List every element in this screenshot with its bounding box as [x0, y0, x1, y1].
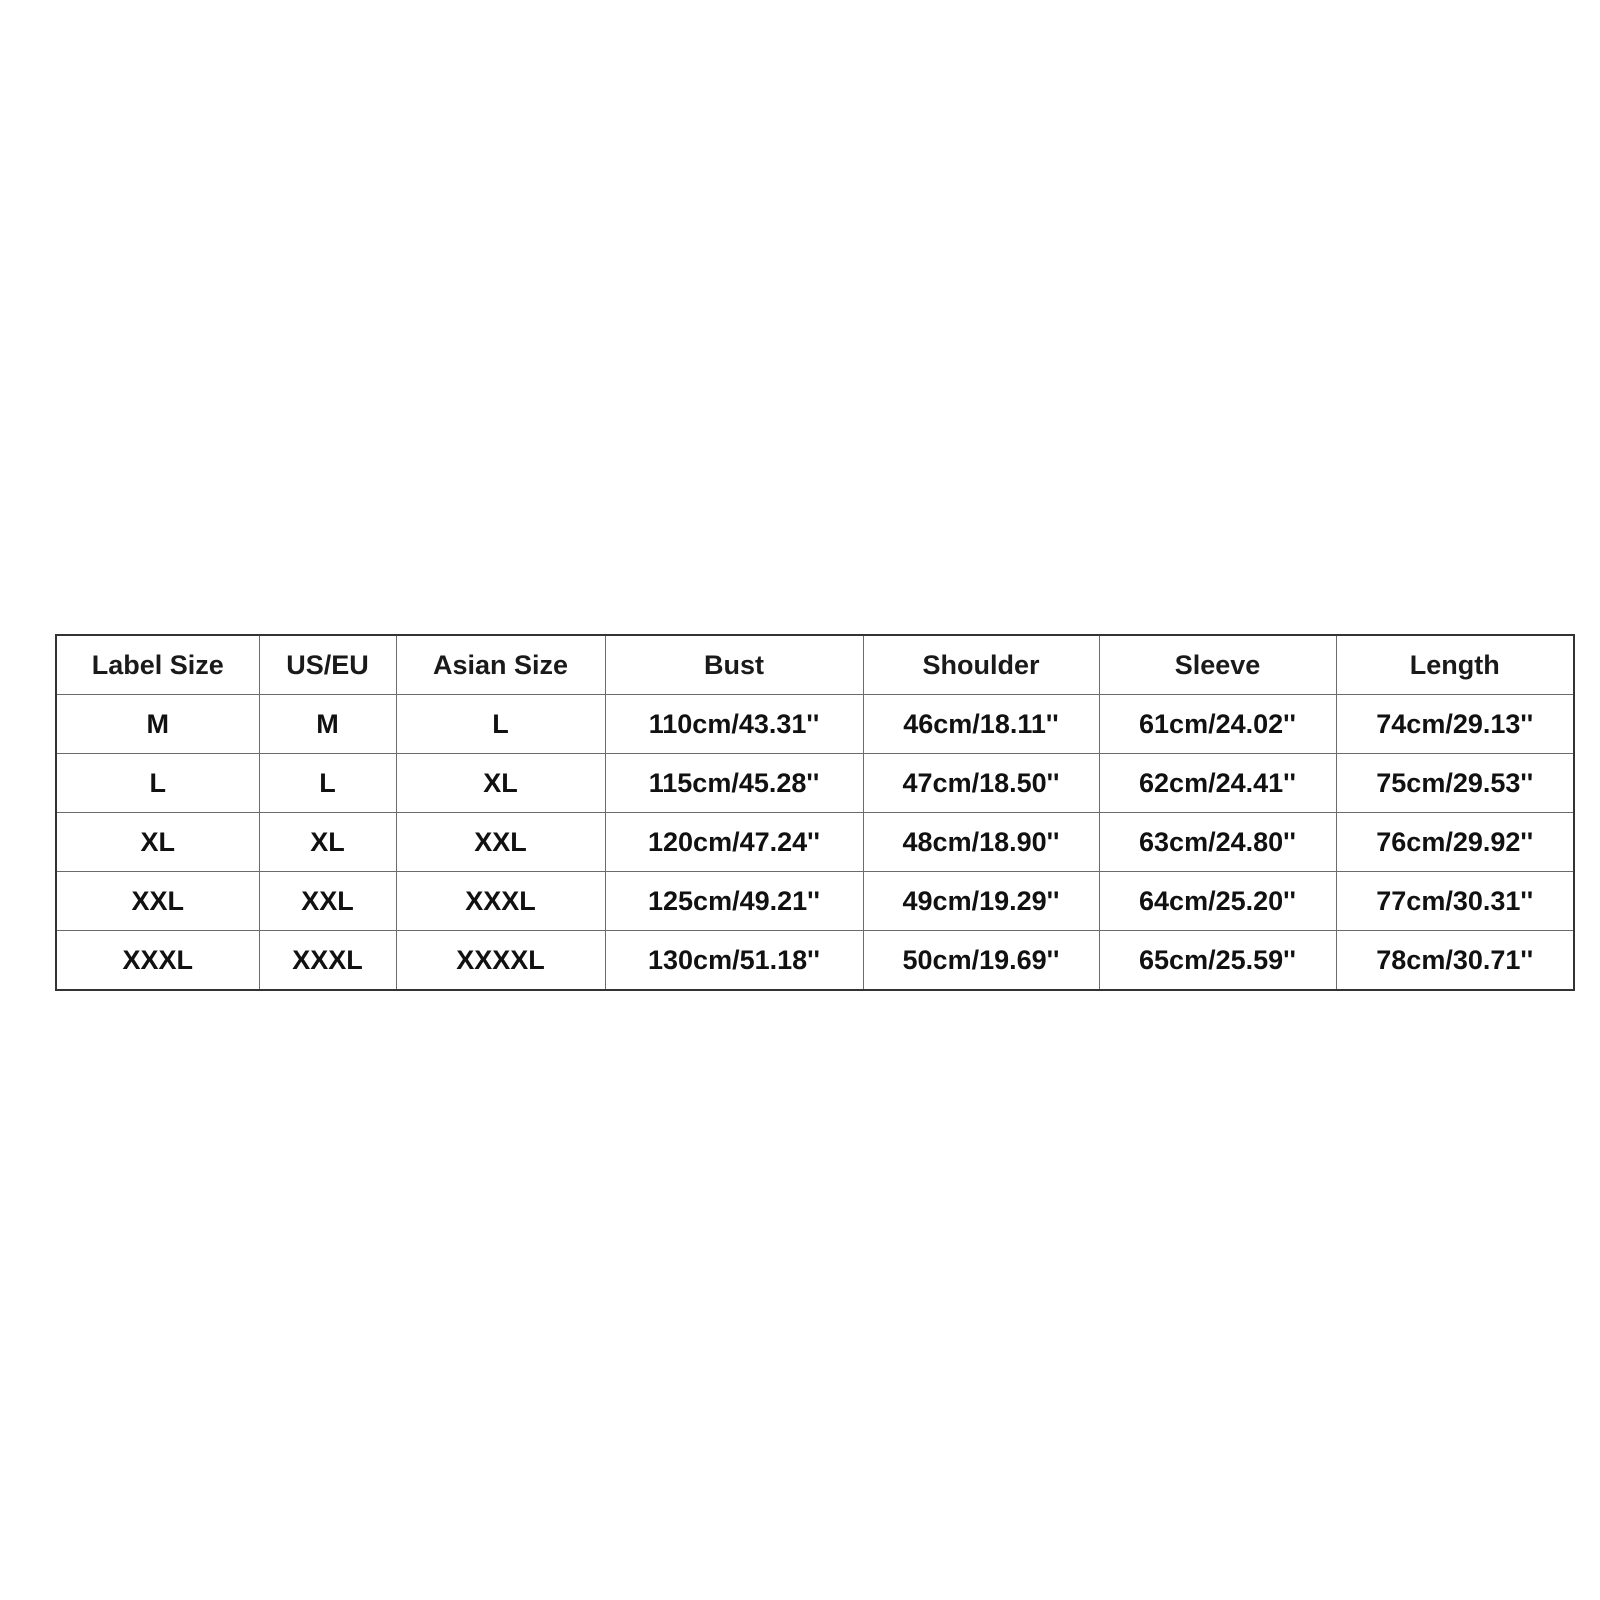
- cell-label-size: XXXL: [56, 931, 259, 991]
- cell-length: 74cm/29.13'': [1336, 695, 1574, 754]
- cell-asian-size: XXL: [396, 813, 605, 872]
- cell-label-size: XL: [56, 813, 259, 872]
- cell-sleeve: 61cm/24.02'': [1099, 695, 1336, 754]
- header-row: [56, 635, 1574, 695]
- cell-shoulder: 46cm/18.11'': [863, 695, 1099, 754]
- cell-us-eu: XXL: [259, 872, 396, 931]
- cell-bust: 125cm/49.21'': [605, 872, 863, 931]
- cell-shoulder: 47cm/18.50'': [863, 754, 1099, 813]
- table-row: [56, 931, 1574, 991]
- table-row: [56, 813, 1574, 872]
- cell-shoulder: 49cm/19.29'': [863, 872, 1099, 931]
- cell-asian-size: L: [396, 695, 605, 754]
- cell-sleeve: 62cm/24.41'': [1099, 754, 1336, 813]
- cell-sleeve: 64cm/25.20'': [1099, 872, 1336, 931]
- cell-bust: 110cm/43.31'': [605, 695, 863, 754]
- cell-bust: 130cm/51.18'': [605, 931, 863, 991]
- cell-label-size: M: [56, 695, 259, 754]
- cell-label-size: XXL: [56, 872, 259, 931]
- cell-label-size: L: [56, 754, 259, 813]
- cell-shoulder: 48cm/18.90'': [863, 813, 1099, 872]
- cell-sleeve: 63cm/24.80'': [1099, 813, 1336, 872]
- cell-asian-size: XXXL: [396, 872, 605, 931]
- header-bust: Bust: [605, 635, 863, 695]
- cell-asian-size: XL: [396, 754, 605, 813]
- cell-sleeve: 65cm/25.59'': [1099, 931, 1336, 991]
- cell-length: 75cm/29.53'': [1336, 754, 1574, 813]
- cell-us-eu: M: [259, 695, 396, 754]
- cell-shoulder: 50cm/19.69'': [863, 931, 1099, 991]
- cell-bust: 120cm/47.24'': [605, 813, 863, 872]
- cell-asian-size: XXXXL: [396, 931, 605, 991]
- cell-length: 78cm/30.71'': [1336, 931, 1574, 991]
- cell-length: 76cm/29.92'': [1336, 813, 1574, 872]
- header-shoulder: Shoulder: [863, 635, 1099, 695]
- cell-bust: 115cm/45.28'': [605, 754, 863, 813]
- header-us-eu: US/EU: [259, 635, 396, 695]
- table-row: [56, 872, 1574, 931]
- size-chart-table: [55, 634, 1575, 991]
- table-row: [56, 695, 1574, 754]
- header-asian-size: Asian Size: [396, 635, 605, 695]
- header-label-size: Label Size: [56, 635, 259, 695]
- cell-us-eu: XXXL: [259, 931, 396, 991]
- cell-us-eu: L: [259, 754, 396, 813]
- table-row: [56, 754, 1574, 813]
- header-sleeve: Sleeve: [1099, 635, 1336, 695]
- cell-us-eu: XL: [259, 813, 396, 872]
- header-length: Length: [1336, 635, 1574, 695]
- cell-length: 77cm/30.31'': [1336, 872, 1574, 931]
